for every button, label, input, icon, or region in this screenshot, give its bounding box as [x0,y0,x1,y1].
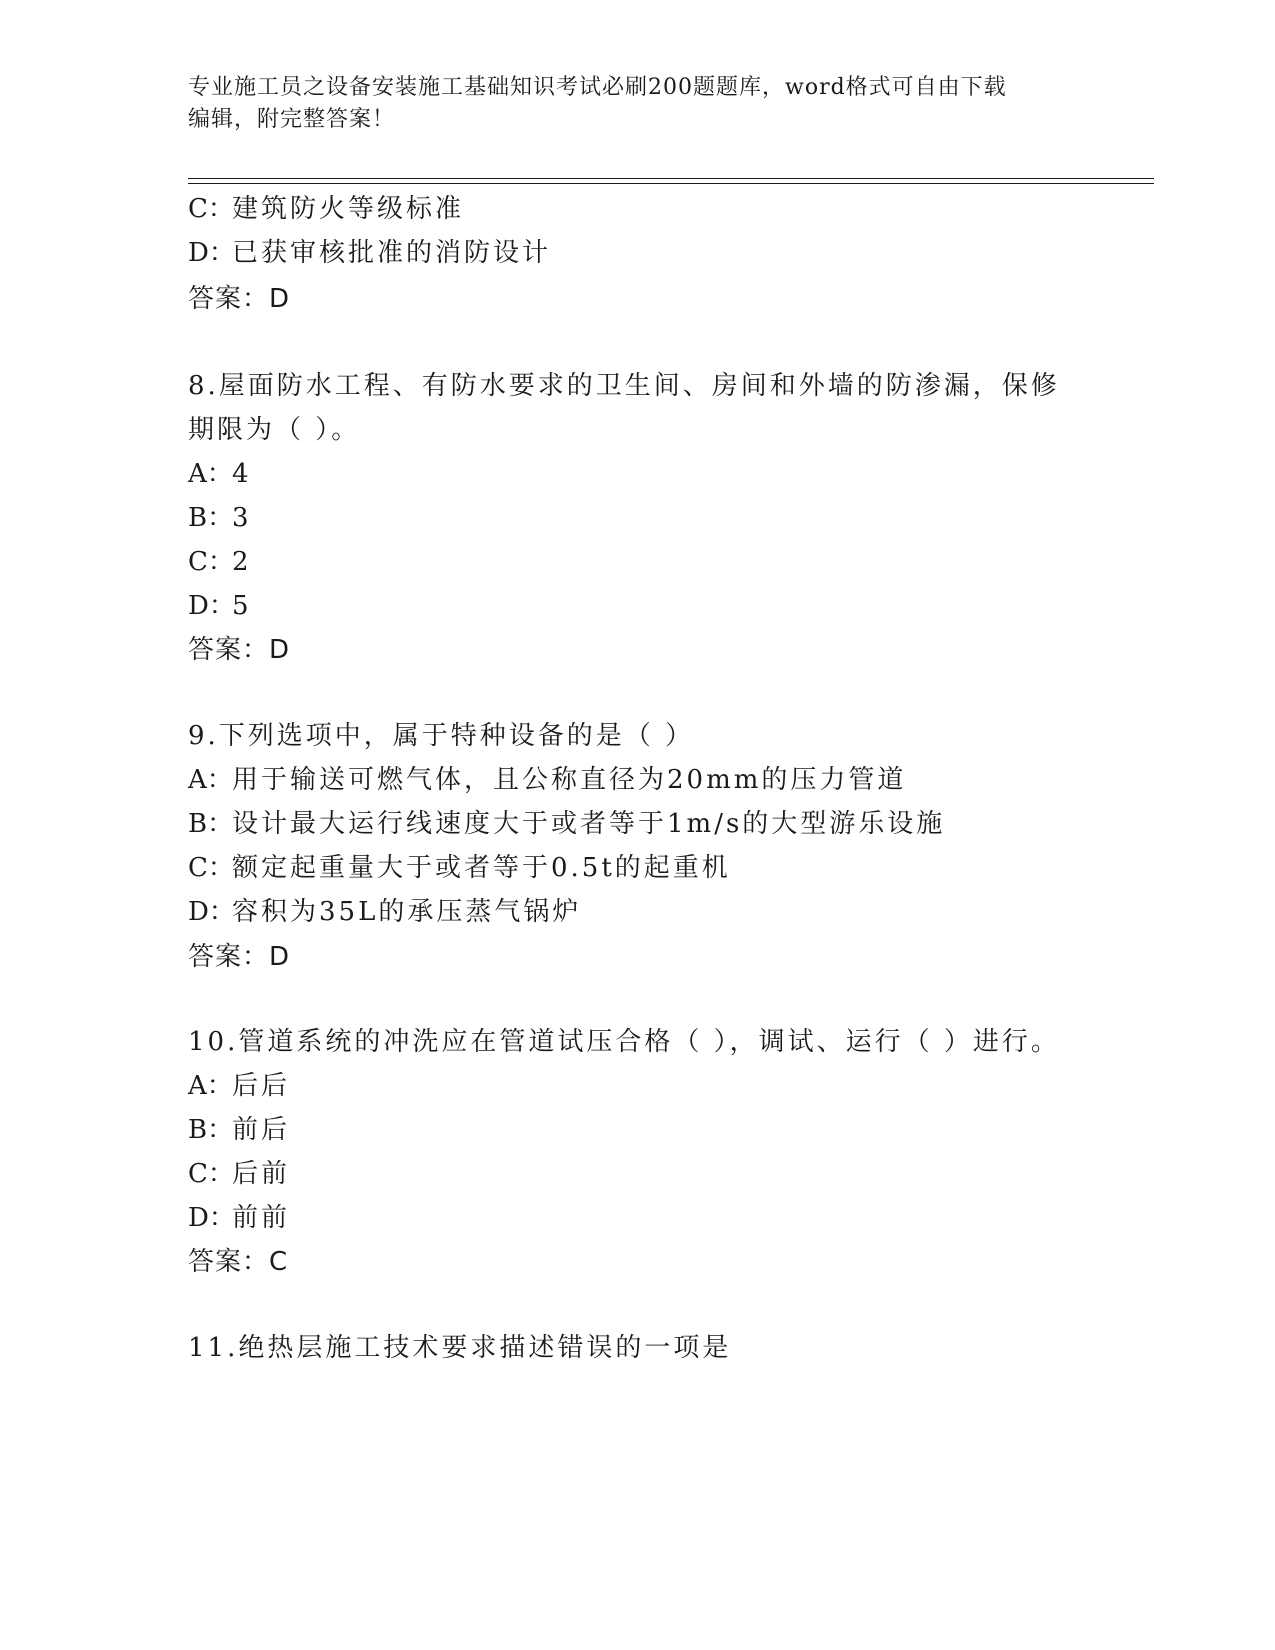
option-label: C： [188,1159,234,1189]
option-c [188,1157,290,1191]
option-text: 3 [232,503,252,533]
option-label: D： [188,897,235,927]
option-label: D： [188,591,235,621]
answer-line: 答案：D [188,635,291,665]
option-text: 前后 [232,1115,291,1145]
option-text: 4 [232,459,252,489]
document-header [188,72,1088,136]
option-text: 后后 [232,1071,291,1101]
option-label: D： [188,1203,235,1233]
option-text: 2 [232,547,252,577]
option-b [188,807,945,841]
header-divider-bottom [188,183,1154,184]
option-text: 用于输送可燃气体，且公称直径为20mm的压力管道 [232,765,907,795]
option-label: A： [188,765,233,795]
answer-line: 答案：D [188,942,291,972]
option-text: 后前 [232,1159,291,1189]
option-label: B： [188,809,234,839]
answer-line: 答案：C [188,1247,289,1277]
question-stem: 11.绝热层施工技术要求描述错误的一项是 [188,1333,732,1363]
question-stem: 8.屋面防水工程、有防水要求的卫生间、房间和外墙的防渗漏，保修 [188,371,1060,401]
option-label: A： [188,1071,233,1101]
option-d [188,236,551,270]
option-c [188,545,252,579]
option-label: C： [188,547,234,577]
option-text: 前前 [232,1203,291,1233]
option-text: 建筑防火等级标准 [232,194,465,224]
option-c [188,851,731,885]
option-label: B： [188,503,234,533]
option-a [188,457,252,491]
option-c [188,192,464,226]
option-a [188,763,906,797]
option-b [188,501,252,535]
option-text: 额定起重量大于或者等于0.5t的起重机 [232,853,731,883]
option-label: D： [188,238,235,268]
option-label: C： [188,194,234,224]
option-d [188,1201,290,1235]
question-stem: 9.下列选项中，属于特种设备的是（ ） [188,721,695,751]
option-label: B： [188,1115,234,1145]
option-label: A： [188,459,233,489]
option-text: 设计最大运行线速度大于或者等于1m/s的大型游乐设施 [232,809,946,839]
option-label: C： [188,853,234,883]
option-d [188,895,581,929]
option-text: 已获审核批准的消防设计 [232,238,552,268]
header-title-line-1: 专业施工员之设备安装施工基础知识考试必刷200题题库，word格式可自由下载 [188,75,1007,100]
option-b [188,1113,290,1147]
header-divider-top [188,178,1154,179]
question-stem: 10.管道系统的冲洗应在管道试压合格（ ），调试、运行（ ）进行。 [188,1027,1060,1057]
option-text: 容积为35L的承压蒸气锅炉 [232,897,582,927]
answer-line: 答案：D [188,284,291,314]
question-stem-continued: 期限为（ ）。 [188,415,361,445]
option-a [188,1069,290,1103]
option-text: 5 [232,591,252,621]
option-d [188,589,252,623]
header-title-line-2: 编辑，附完整答案！ [188,107,396,132]
